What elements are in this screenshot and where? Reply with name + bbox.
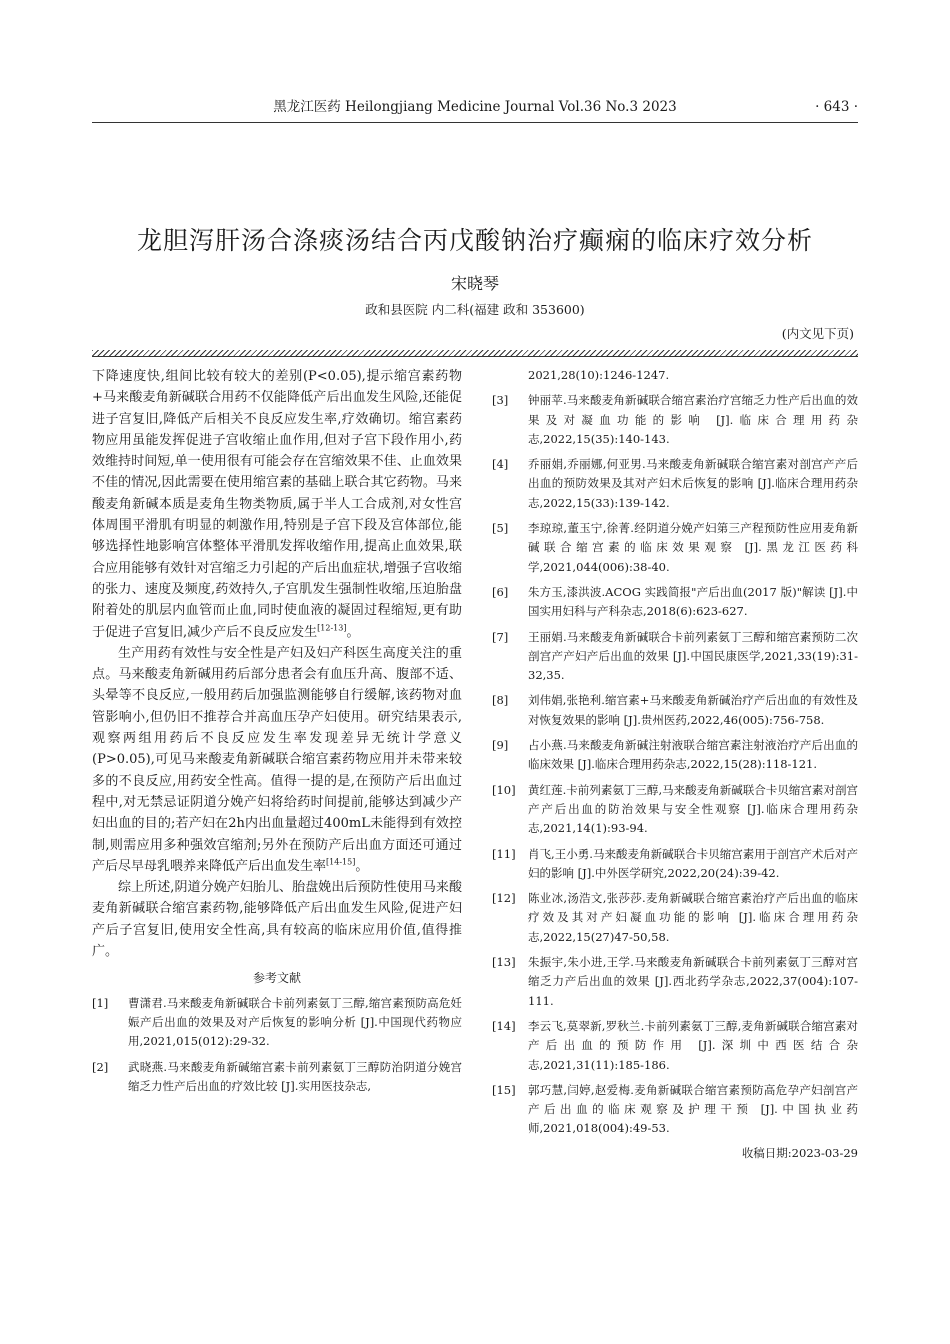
reference-text: 朱振宇,朱小进,王学.马来酸麦角新碱联合卡前列素氨丁三醇对宫缩乏力产后出血的效果 [J].西北药学杂志,2022,37(004):107-111. [528, 955, 858, 1008]
received-date: 收稿日期:2023-03-29 [741, 1145, 858, 1160]
body-paragraph-2: 生产用药有效性与安全性是产妇及妇产科医生高度关注的重点。马来酸麦角新碱用药后部分患者会有血压升高、腹部不适、头晕等不良反应,一般用药后加强监测能够自行缓解,该药物对血管影响小,但仍旧不推荐合并高血压孕产妇使用。研究结果表示,观察两组用药后不良反应发生率发现差异无统计学意义(P>0.05),可见马来酸麦角新碱联合缩宫素药物应用并未带来较多的不良反应,用药安全性高。值得一提的是,在预防产后出血过程中,对无禁忌证阴道分娩产妇将给药时间提前,能够达到减少产妇出血的目的;若产妇在2h内出血量超过400mL未能得到有效控制,则需应用多种强效宫缩剂;另外在预防产后出血方面还可通过产后尽早母乳喂养来降低产后出血发生率[14-15]。 [92, 645, 462, 874]
reference-number: [9] [492, 738, 509, 753]
left-column [92, 366, 462, 1102]
wavy-divider [92, 350, 858, 357]
reference-item [492, 953, 858, 1011]
reference-text: 李琼琼,董玉宁,徐菁.经阴道分娩产妇第三产程预防性应用麦角新碱联合缩宫素的临床效果观察 [J].黑龙江医药科学,2021,044(006):38-40. [528, 521, 858, 574]
reference-number: [3] [492, 393, 509, 408]
reference-item [92, 994, 462, 1052]
references-heading: 参考文献 [252, 971, 301, 986]
reference-number: [15] [492, 1082, 516, 1097]
reference-item [492, 736, 858, 775]
reference-text: 肖飞,王小勇.马来酸麦角新碱联合卡贝缩宫素用于剖宫产术后对产妇的影响 [J].中外医学研究,2022,20(24):39-42. [528, 846, 858, 880]
reference-item [492, 691, 858, 730]
reference-number: [6] [492, 584, 509, 599]
reference-text: 武晓燕.马来酸麦角新碱缩宫素卡前列素氨丁三醇防治阴道分娩宫缩乏力性产后出血的疗效比较 [J].实用医技杂志, [128, 1059, 462, 1093]
running-header [92, 96, 858, 118]
author-name: 宋晓琴 [450, 274, 499, 293]
body-paragraph-1: 下降速度快,组间比较有较大的差别(P<0.05),提示缩宫素药物+马来酸麦角新碱联合用药不仅能降低产后出血发生风险,还能促进子宫复旧,降低产后相关不良反应发生率,疗效确切。缩宫素药物应用虽能发挥促进子宫收缩止血作用,但对子宫下段作用小,药效维持时间短,单一使用很有可能会存在宫缩效果不佳、止血效果不佳的情况,因此需要在使用缩宫素的基础上联合其它药物。马来酸麦角新碱本质是麦角生物类物质,属于半人工合成剂,对女性宫体周围平滑肌有明显的刺激作用,特别是子宫下段及宫体部位,能够选择性地影响宫体整体平滑肌发挥收缩作用,提高止血效果,联合应用能够有效针对宫缩乏力引起的产后出血症状,增强子宫收缩的张力、速度及频度,药效持久,子宫肌发生强制性收缩,压迫胎盘附着处的肌层内血管而止血,同时使血液的凝固过程缩短,更有助于促进子宫复旧,减少产后不良反应发生[12-13]。 [92, 369, 462, 640]
reference-item [492, 1081, 858, 1139]
journal-name: 黑龙江医药 Heilongjiang Medicine Journal Vol.36 No.3 2023 [273, 99, 677, 115]
reference-item [492, 845, 858, 884]
citation: [12-13] [317, 623, 347, 633]
article-title: 龙胆泻肝汤合涤痰汤结合丙戊酸钠治疗癫痫的临床疗效分析 [136, 225, 813, 255]
reference-number: [12] [492, 891, 516, 906]
reference-text: 朱方玉,漆洪波.ACOG 实践简报"产后出血(2017 版)"解读 [J].中国实用妇科与产科杂志,2018(6):623-627. [528, 584, 858, 619]
reference-number: [5] [492, 521, 509, 536]
continuation-note: (内文见下页) [781, 326, 854, 341]
reference-list-right [492, 391, 858, 1138]
reference-number: [2] [92, 1059, 109, 1074]
reference-text: 黄红莲.卡前列素氨丁三醇,马来酸麦角新碱联合卡贝缩宫素对剖宫产产后出血的防治效果与安全性观察 [J].临床合理用药杂志,2021,14(1):93-94. [528, 782, 858, 836]
reference-text: 乔丽娟,乔丽娜,何亚男.马来酸麦角新碱联合缩宫素对剖宫产产后出血的预防效果及其对产妇术后恢复的影响 [J].临床合理用药杂志,2022,15(33):139-142. [528, 457, 858, 510]
author-affiliation: 政和县医院 内二科(福建 政和 353600) [365, 302, 585, 317]
reference-text: 占小燕.马来酸麦角新碱注射液联合缩宫素注射液治疗产后出血的临床效果 [J].临床合理用药杂志,2022,15(28):118-121. [528, 738, 858, 772]
reference-item [492, 1017, 858, 1075]
reference-number: [8] [492, 693, 509, 708]
reference-text: 钟丽苹.马来酸麦角新碱联合缩宫素治疗宫缩乏力性产后出血的效果及对凝血功能的影响 [J].临床合理用药杂志,2022,15(35):140-143. [528, 393, 858, 446]
body-paragraph-3: 综上所述,阴道分娩产妇胎儿、胎盘娩出后预防性使用马来酸麦角新碱联合缩宫素药物,能够降低产后出血发生风险,促进产妇产后子宫复旧,使用安全性高,具有较高的临床应用价值,值得推广。 [92, 880, 462, 960]
reference-item [492, 628, 858, 686]
page-number: · 643 · [815, 99, 858, 115]
reference-item [492, 583, 858, 622]
reference-item [92, 1058, 462, 1097]
reference-item [492, 889, 858, 947]
reference-number: [4] [492, 457, 509, 472]
reference-number: [7] [492, 629, 509, 644]
citation: [14-15] [326, 857, 356, 867]
reference-text: 李云飞,莫翠新,罗秋兰.卡前列素氨丁三醇,麦角新碱联合缩宫素对产后出血的预防作用 [J].深圳中西医结合杂志,2021,31(11):185-186. [528, 1018, 858, 1072]
right-column [492, 366, 858, 1161]
reference-text: 陈业冰,汤浩文,张莎莎.麦角新碱联合缩宫素治疗产后出血的临床疗效及其对产妇凝血功能的影响 [J].临床合理用药杂志,2022,15(27)47-50,58. [528, 891, 858, 944]
header-divider [92, 122, 858, 123]
reference-text: 郭巧慧,闫婷,赵爱梅.麦角新碱联合缩宫素预防高危孕产妇剖宫产产后出血的临床观察及护理干预 [J].中国执业药师,2021,018(004):49-53. [528, 1082, 858, 1136]
reference-item [492, 781, 858, 839]
reference-number: [13] [492, 955, 516, 970]
reference-number: [10] [492, 782, 516, 797]
reference-number: [1] [92, 995, 109, 1010]
reference-number: [14] [492, 1018, 516, 1033]
reference-item [492, 519, 858, 577]
reference-text: 曹潇君.马来酸麦角新碱联合卡前列素氨丁三醇,缩宫素预防高危妊娠产后出血的效果及对产后恢复的影响分析 [J].中国现代药物应用,2021,015(012):29-32. [128, 995, 462, 1049]
reference-item [492, 391, 858, 449]
reference-text: 刘伟娟,张艳利.缩宫素+马来酸麦角新碱治疗产后出血的有效性及对恢复效果的影响 [J].贵州医药,2022,46(005):756-758. [528, 693, 858, 727]
reference-item [492, 455, 858, 513]
reference-list-left [92, 994, 462, 1096]
reference-text: 王丽娟.马来酸麦角新碱联合卡前列素氨丁三醇和缩宫素预防二次剖宫产产妇产后出血的效果 [J].中国民康医学,2021,33(19):31-32,35. [528, 629, 858, 683]
reference-continuation: 2021,28(10):1246-1247. [528, 368, 670, 382]
reference-number: [11] [492, 846, 516, 861]
